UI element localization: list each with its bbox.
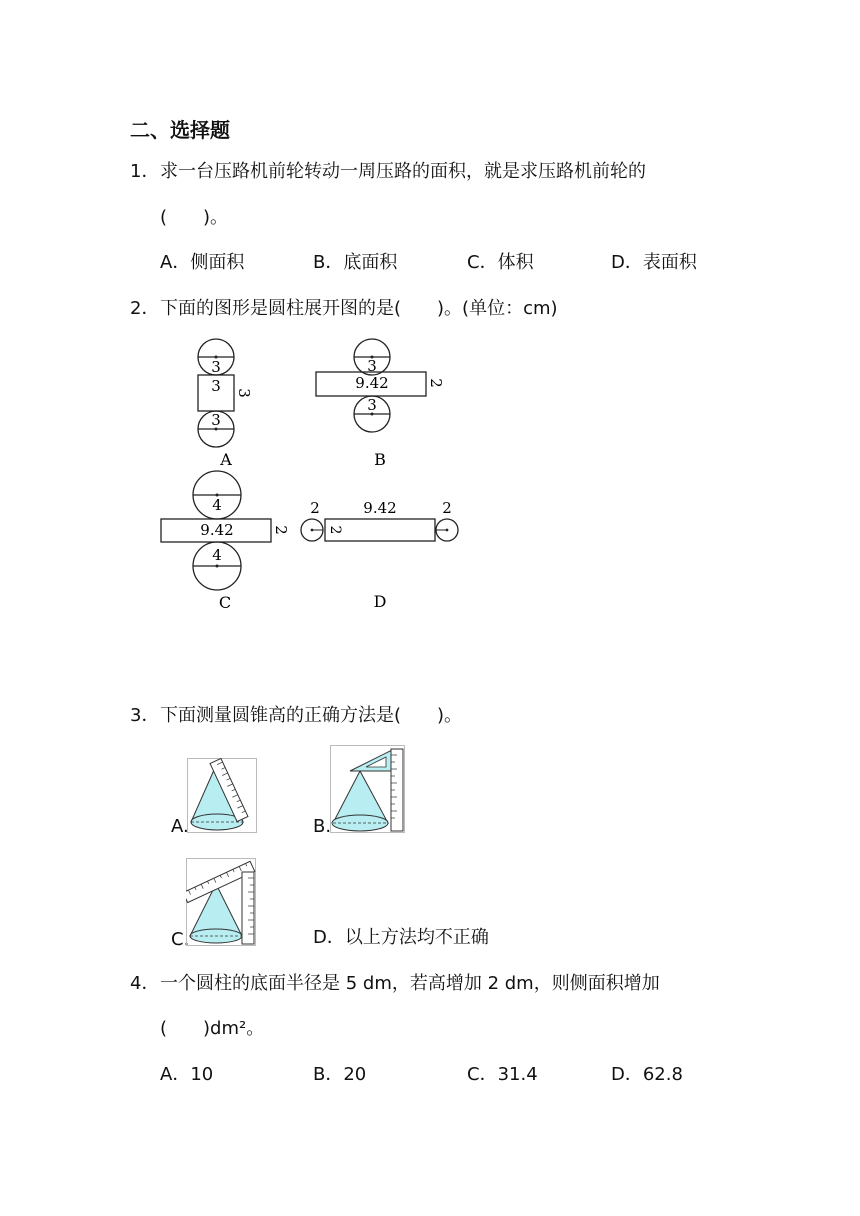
ruler-icon [242,872,254,944]
figure-label-b: B [374,450,386,469]
q3-option-a-image[interactable] [187,758,257,833]
side-label: 2 [272,525,290,535]
bottom-circle-label: 4 [212,546,222,564]
top-circle-label: 3 [367,357,377,375]
q1-option-c[interactable]: C．体积 [467,252,534,273]
right-circle-label: 2 [442,499,452,517]
q4-stem-line2: ( )dm²。 [160,1018,265,1039]
q1-stem-line2: ( )。 [160,207,229,228]
q4-option-c[interactable]: C．31.4 [467,1064,538,1085]
ruler-icon [391,749,403,831]
q4-option-d[interactable]: D．62.8 [611,1064,683,1085]
q3-option-d[interactable]: D．以上方法均不正确 [313,927,489,948]
left-circle-label: 2 [310,499,320,517]
section-title: 二、选择题 [130,118,230,142]
figure-label-c: C [218,593,232,612]
q3-option-b-label[interactable]: B. [313,816,332,837]
q3-option-a-label[interactable]: A. [171,816,189,837]
net-figure-b[interactable] [310,335,450,475]
bottom-circle-label: 3 [367,396,377,414]
q3-number: 3． [130,705,160,726]
q1-number: 1． [130,161,160,182]
net-figure-c[interactable] [155,470,295,615]
figure-label-d: D [373,592,387,611]
net-figure-a[interactable] [185,335,265,475]
rect-label: 9.42 [200,521,234,539]
q3-option-c-image[interactable] [186,858,256,946]
side-label: 2 [427,378,445,388]
rect-label: 9.42 [355,374,389,392]
q3-stem: 下面测量圆锥高的正确方法是( )。 [160,705,463,726]
top-circle-label: 3 [211,358,221,376]
q4-stem-line1: 一个圆柱的底面半径是 5 dm，若高增加 2 dm，则侧面积增加 [160,973,660,994]
q4-number: 4． [130,973,160,994]
figure-label-a: A [220,450,232,469]
triangle-ruler-icon [350,750,392,771]
q4-option-b[interactable]: B．20 [313,1064,367,1085]
top-circle-label: 4 [212,496,222,514]
q1-stem-line1: 求一台压路机前轮转动一周压路的面积，就是求压路机前轮的 [160,161,646,182]
bottom-circle-label: 3 [211,411,221,429]
q2-stem: 下面的图形是圆柱展开图的是( )。(单位：cm) [160,298,558,319]
rect-label: 3 [211,377,221,395]
q2-number: 2． [130,298,160,319]
side-label: 3 [235,388,253,398]
q1-option-d[interactable]: D．表面积 [611,252,697,273]
rect-top-label: 9.42 [363,499,397,517]
q1-option-b[interactable]: B．底面积 [313,252,398,273]
q1-option-a[interactable]: A．侧面积 [160,252,245,273]
q4-option-a[interactable]: A．10 [160,1064,214,1085]
rect-side-label: 2 [327,525,343,535]
net-figure-d[interactable] [298,495,463,615]
q3-option-b-image[interactable] [330,745,405,833]
q3-option-c-label[interactable]: C. [171,929,190,950]
